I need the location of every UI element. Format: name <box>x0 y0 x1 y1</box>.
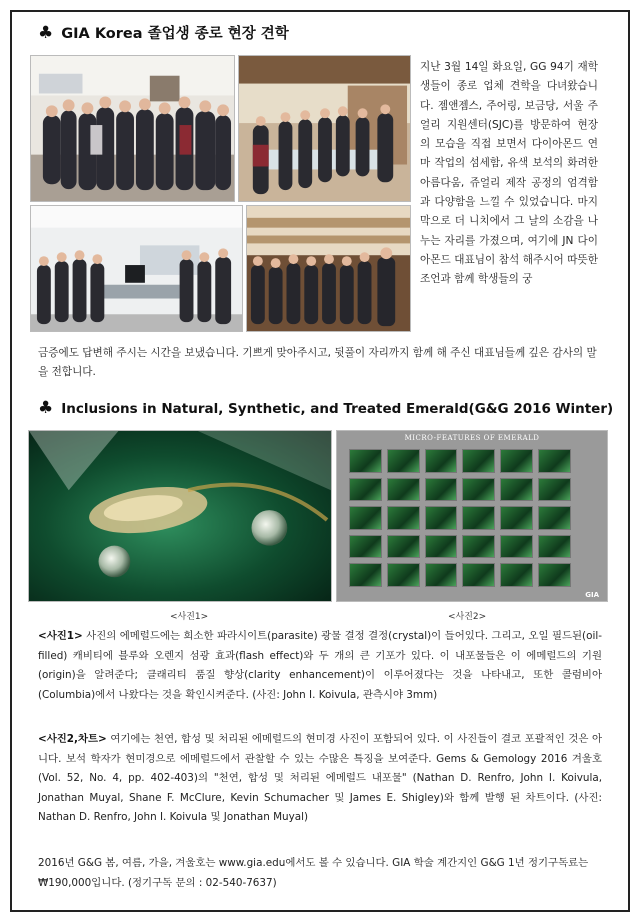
chart-tile <box>500 449 533 473</box>
chart-tile <box>538 563 571 587</box>
chart-tile <box>349 478 382 502</box>
chart-title: MICRO-FEATURES OF EMERALD <box>404 434 540 442</box>
visit-body-continued: 금증에도 답변해 주시는 시간을 보냈습니다. 기쁘게 맞아주시고, 뒷풀이 자리까지 함께 해 주신 대표님들께 깊은 감사의 말을 전합니다. <box>38 347 597 378</box>
chart-tile <box>538 449 571 473</box>
photo2-label: <사진2,차트> <box>38 733 107 745</box>
visit-photo-2 <box>238 55 411 202</box>
chart-tile <box>425 449 458 473</box>
caption-photo-1: <사진1> <box>170 612 209 622</box>
chart-tile <box>462 506 495 530</box>
chart-tile <box>462 535 495 559</box>
subscription-note: 2016년 G&G 봄, 여름, 가을, 겨울호는 www.gia.edu에서도 볼 수 있습니다. GIA 학술 계간지인 G&G 1년 정기구독료는 ₩190,000입니다. (정기구독 문의 : 02-540-7637) <box>38 857 589 889</box>
section-heading-emerald: ♣ Inclusions in Natural, Synthetic, and Treated Emerald(G&G 2016 Winter) <box>38 398 614 418</box>
visit-body-side: 지난 3월 14일 화요일, GG 94기 재학생들이 종로 업체 견학을 다녀왔습니다. 젬앤젬스, 주어링, 보금당, 서울 주얼리 지원센터(SJC)를 방문하여 현장의 모습을 직접 보면서 다이아몬드 연마 작업의 섬세함, 유색 보석의 화려한 아름다움, 쥬얼리 제작 공정의 엄격함과 다양함을 느낄 수 있었습니다. 마지막으로 더 니치에서 그 날의 소감을 나누는 자리를 가졌으며, 여기에 JN 다이아몬드 대표님이 참석 해주시어 따뜻한 조언과 함께 학생들의 궁 <box>420 61 598 286</box>
chart-tile <box>349 563 382 587</box>
chart-tile <box>387 478 420 502</box>
chart-tile <box>425 563 458 587</box>
chart-tile <box>387 506 420 530</box>
chart-tile <box>387 563 420 587</box>
chart-tile <box>500 535 533 559</box>
visit-photo-1 <box>30 55 235 202</box>
chart-tile <box>349 449 382 473</box>
emerald-inclusion-photo <box>28 430 332 602</box>
visit-photo-4 <box>246 205 411 332</box>
chart-tile <box>349 535 382 559</box>
photo2-description: <사진2,차트> 여기에는 천연, 합성 및 처리된 에메럴드의 현미경 사진이 포함되어 있다. 이 사진들이 결코 포괄적인 것은 아니다. 보석 학자가 현미경으로 에메럴드에서 관찰할 수 있는 수많은 특징을 보여준다. Gems & Gemology 2016 겨울호(Vol. 52, No. 4, pp. 402-403)의 "천연, 합성 및 처리된 에메럴드 내포물" (Nathan D. Renfro, John I. Koivula, Jonathan Muyal, Shane F. McClure, Kevin Schumacher 및 James E. Shigley)와 함께 발행 된 차트이다. (사진: Nathan D. Renfro, John I. Koivula 및 Jonathan Muyal) <box>38 733 602 823</box>
chart-tile <box>500 478 533 502</box>
section-heading-visit: ♣ GIA Korea 졸업생 종로 현장 견학 <box>38 23 289 43</box>
chart-tile <box>462 478 495 502</box>
chart-tile-grid <box>349 449 571 587</box>
chart-tile <box>387 449 420 473</box>
chart-tile <box>425 535 458 559</box>
chart-tile <box>462 563 495 587</box>
chart-tile <box>500 506 533 530</box>
visit-photo-3 <box>30 205 243 332</box>
chart-tile <box>425 506 458 530</box>
chart-tile <box>387 535 420 559</box>
chart-tile <box>538 478 571 502</box>
club-suit-icon: ♣ <box>38 398 54 418</box>
caption-photo-2: <사진2> <box>448 612 487 622</box>
photo1-label: <사진1> <box>38 630 83 642</box>
gia-logo: GIA <box>585 591 599 599</box>
chart-tile <box>425 478 458 502</box>
chart-tile <box>538 506 571 530</box>
chart-tile <box>349 506 382 530</box>
club-suit-icon: ♣ <box>38 23 54 43</box>
chart-tile <box>538 535 571 559</box>
chart-tile <box>462 449 495 473</box>
chart-tile <box>500 563 533 587</box>
photo1-description: <사진1> 사진의 에메럴드에는 희소한 파라시이트(parasite) 광물 결정 결정(crystal)이 들어있다. 그리고, 오일 필드된(oil-filled) 캐비티에 블루와 오렌지 섬광 효과(flash effect)와 두 개의 큰 기포가 있다. 이 내포물들은 이 에메럴드의 기원(origin)을 알려준다; 클래리티 품질 향상(clarity enhancement)이 이루어졌다는 것을 나타내고, 또한 콜럼비아(Columbia)에서 나왔다는 것을 확인시켜준다. (사진: John I. Koivula, 관측시야 3mm) <box>38 630 602 701</box>
micro-features-chart <box>336 430 608 602</box>
